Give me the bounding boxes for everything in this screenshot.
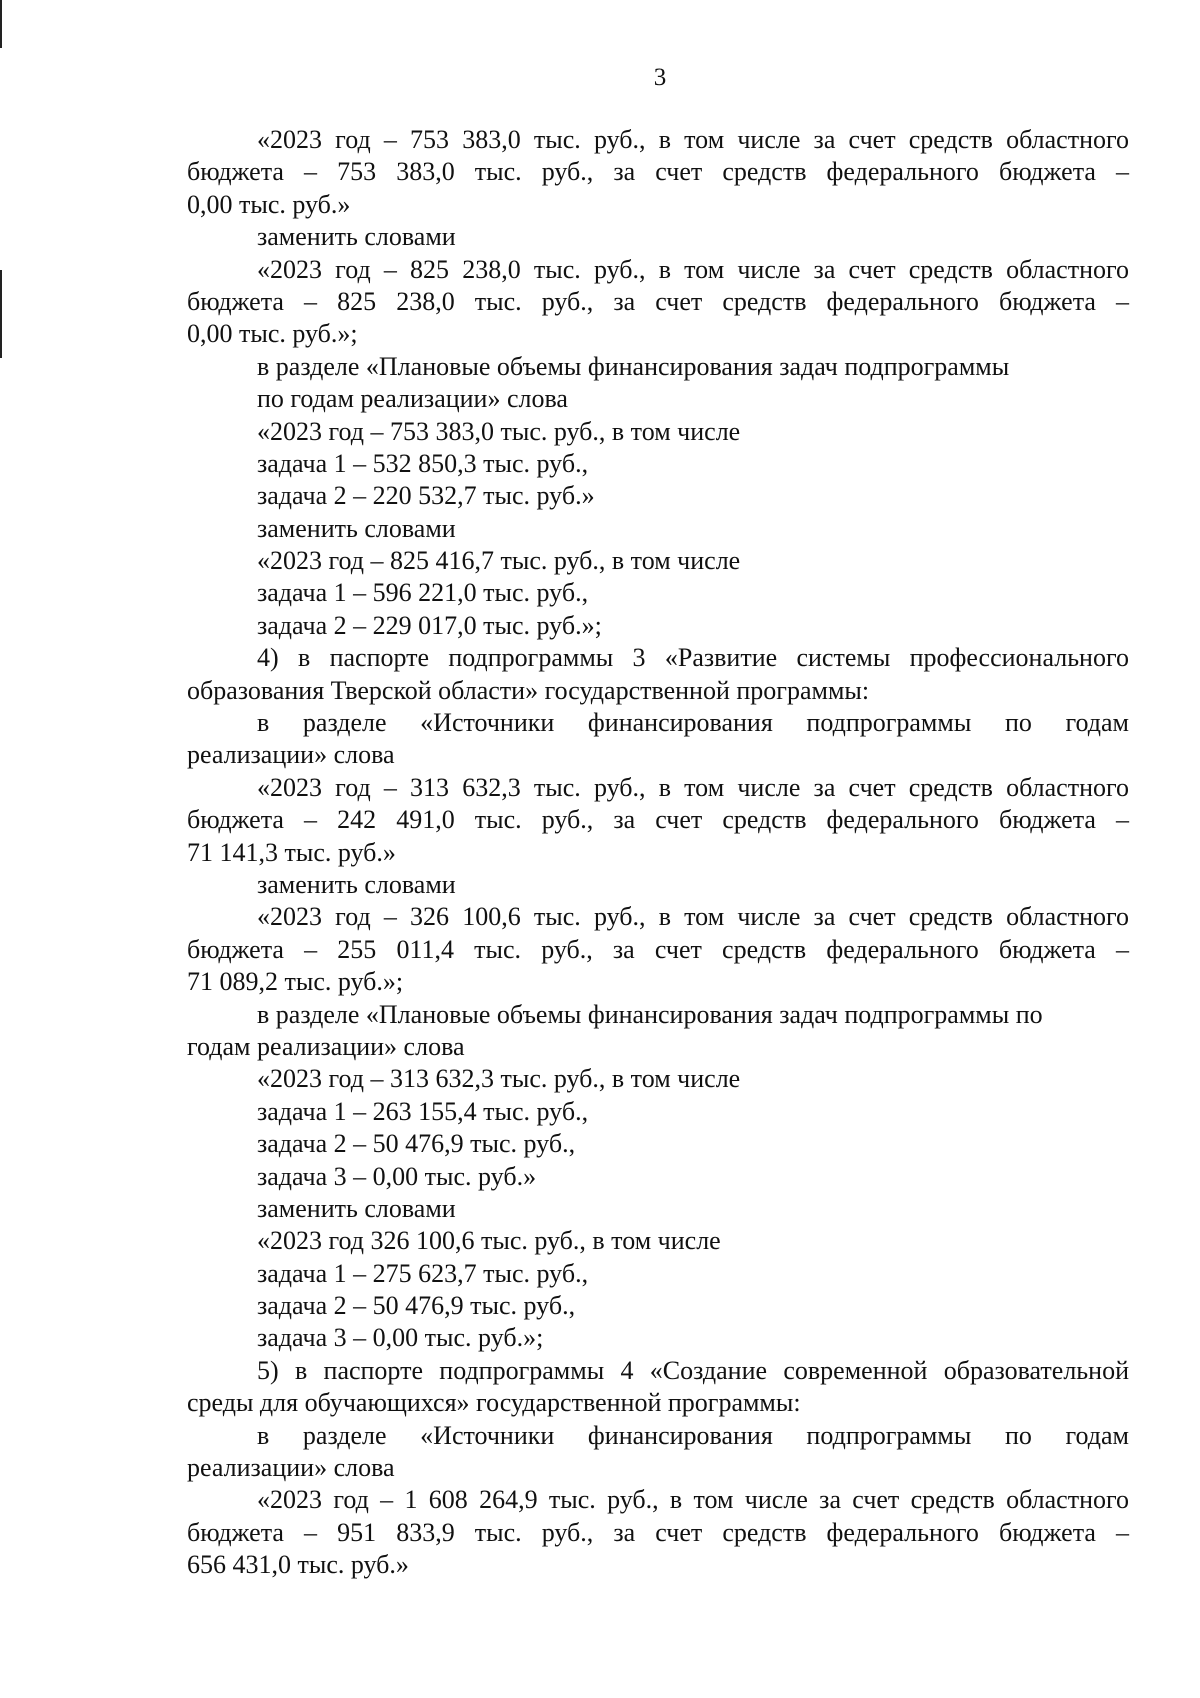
text-line: образования Тверской области» государственной программы:: [187, 675, 870, 705]
text-line: в разделе «Источники финансирования подпрограммы по годам: [257, 708, 1129, 738]
text-line: заменить словами: [257, 1193, 456, 1223]
text-line: бюджета – 825 238,0 тыс. руб., за счет средств федерального бюджета –: [187, 286, 1129, 316]
text-line: в разделе «Плановые объемы финансирования задач подпрограммы по: [257, 999, 1043, 1029]
text-line: задача 1 – 263 155,4 тыс. руб.,: [257, 1096, 589, 1126]
text-line: 4) в паспорте подпрограммы 3 «Развитие системы профессионального: [257, 643, 1129, 673]
text-line: «2023 год – 326 100,6 тыс. руб., в том числе за счет средств областного: [257, 902, 1129, 932]
text-line: среды для обучающихся» государственной программы:: [187, 1388, 801, 1418]
text-line: задача 3 – 0,00 тыс. руб.»: [257, 1161, 537, 1191]
text-line: «2023 год – 753 383,0 тыс. руб., в том числе: [257, 416, 741, 446]
text-line: бюджета – 753 383,0 тыс. руб., за счет средств федерального бюджета –: [187, 157, 1129, 187]
text-line: задача 2 – 229 017,0 тыс. руб.»;: [257, 610, 602, 640]
text-line: 0,00 тыс. руб.»: [187, 189, 351, 219]
text-line: годам реализации» слова: [187, 1031, 465, 1061]
text-line: задача 2 – 50 476,9 тыс. руб.,: [257, 1291, 576, 1321]
page-number: 3: [653, 64, 667, 91]
text-line: задача 2 – 50 476,9 тыс. руб.,: [257, 1129, 576, 1159]
text-line: реализации» слова: [187, 1453, 395, 1483]
text-line: «2023 год – 825 238,0 тыс. руб., в том числе за счет средств областного: [257, 254, 1129, 284]
text-line: 5) в паспорте подпрограммы 4 «Создание современной образовательной: [257, 1355, 1129, 1385]
text-line: задача 2 – 220 532,7 тыс. руб.»: [257, 481, 595, 511]
text-line: бюджета – 951 833,9 тыс. руб., за счет средств федерального бюджета –: [187, 1517, 1129, 1547]
text-line: 656 431,0 тыс. руб.»: [187, 1550, 409, 1580]
text-line: 71 141,3 тыс. руб.»: [187, 837, 396, 867]
text-line: реализации» слова: [187, 740, 395, 770]
text-line: «2023 год – 753 383,0 тыс. руб., в том числе за счет средств областного: [257, 125, 1129, 154]
text-line: задача 1 – 532 850,3 тыс. руб.,: [257, 448, 589, 478]
text-line: задача 3 – 0,00 тыс. руб.»;: [257, 1323, 544, 1353]
text-line: бюджета – 255 011,4 тыс. руб., за счет средств федерального бюджета –: [187, 934, 1129, 964]
text-line: бюджета – 242 491,0 тыс. руб., за счет средств федерального бюджета –: [187, 805, 1129, 835]
text-line: «2023 год – 313 632,3 тыс. руб., в том числе: [257, 1064, 741, 1094]
scan-edge-mark-middle: [0, 270, 2, 358]
text-line: 71 089,2 тыс. руб.»;: [187, 967, 404, 997]
text-line: «2023 год – 1 608 264,9 тыс. руб., в том числе за счет средств областного: [257, 1485, 1129, 1515]
text-line: в разделе «Источники финансирования подпрограммы по годам: [257, 1420, 1129, 1450]
document-body: [187, 124, 1129, 1582]
text-line: в разделе «Плановые объемы финансирования задач подпрограммы: [257, 351, 1010, 381]
text-line: задача 1 – 596 221,0 тыс. руб.,: [257, 578, 589, 608]
text-line: по годам реализации» слова: [257, 384, 568, 414]
text-line: задача 1 – 275 623,7 тыс. руб.,: [257, 1258, 589, 1288]
text-line: 0,00 тыс. руб.»;: [187, 319, 358, 349]
scan-edge-mark-top: [0, 0, 2, 48]
text-line: заменить словами: [257, 222, 456, 252]
text-line: заменить словами: [257, 869, 456, 899]
text-line: «2023 год – 313 632,3 тыс. руб., в том числе за счет средств областного: [257, 772, 1129, 802]
text-line: «2023 год – 825 416,7 тыс. руб., в том числе: [257, 546, 741, 576]
text-line: «2023 год 326 100,6 тыс. руб., в том числе: [257, 1226, 721, 1256]
text-line: заменить словами: [257, 513, 456, 543]
